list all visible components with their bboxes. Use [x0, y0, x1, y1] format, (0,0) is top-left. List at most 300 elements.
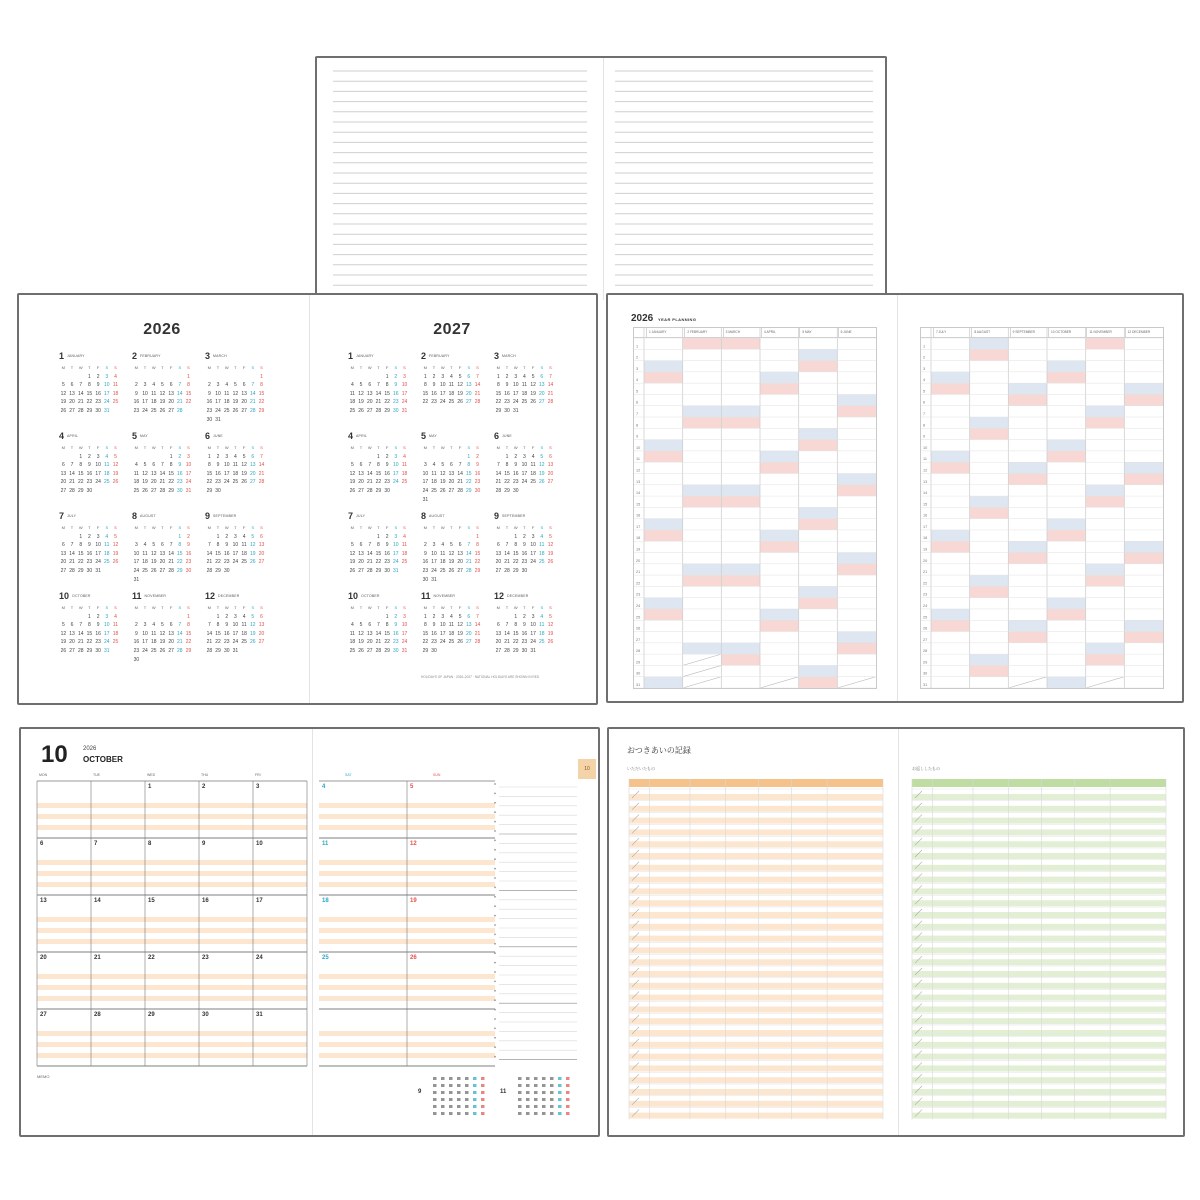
calendar-day: 28: [206, 567, 213, 574]
calendar-day: 12: [547, 542, 554, 549]
calendar-day: 11: [349, 630, 355, 637]
calendar-day: 9: [505, 382, 509, 389]
calendar-day: 16: [86, 470, 93, 477]
notes-bullet: [494, 802, 496, 804]
calendar-day: 15: [512, 630, 519, 637]
weekend-cell: [1047, 361, 1086, 372]
weekday-letter: F: [531, 605, 535, 610]
weekday-letter: T: [216, 525, 220, 530]
calendar-day: 2: [216, 453, 220, 460]
weekday-letter: T: [432, 605, 436, 610]
monthly-day-number: 6: [40, 841, 44, 847]
calendar-day: 16: [512, 470, 519, 477]
blank-day: [464, 533, 473, 542]
mini-calendar-grid: [59, 524, 121, 576]
mini-day-dot: [465, 1077, 469, 1080]
calendar-day: 19: [457, 390, 463, 397]
mini-calendar-grid: [494, 364, 556, 416]
received-table-band: [629, 936, 883, 942]
weekend-cell: [683, 417, 722, 428]
blank-day: [59, 613, 68, 622]
planning-month-header: 12 DECEMBER: [1125, 328, 1163, 337]
planning-day-number: 6: [636, 400, 639, 405]
calendar-day: 3: [187, 453, 190, 460]
calendar-day: 19: [457, 630, 463, 637]
returned-table-band: [912, 1030, 1166, 1036]
calendar-day: 6: [467, 613, 471, 620]
calendar-day: 4: [523, 373, 526, 380]
calendar-day: 13: [159, 550, 166, 557]
calendar-day: 22: [258, 399, 265, 406]
calendar-day: 24: [431, 567, 437, 574]
weekend-cell: [760, 530, 799, 541]
calendar-day: 14: [206, 630, 213, 637]
mini-month-name: SEPTEMBER: [502, 514, 526, 519]
weekday-letter: W: [78, 365, 83, 370]
weekend-cell: [721, 564, 760, 575]
calendar-day: 4: [450, 373, 453, 380]
monthly-day-number: 8: [148, 841, 152, 847]
calendar-day: 28: [457, 487, 463, 494]
calendar-day: 21: [375, 399, 382, 406]
calendar-day: 8: [423, 382, 427, 389]
calendar-day: 3: [234, 533, 237, 540]
weekend-cell: [644, 530, 683, 541]
planning-day-number: 22: [923, 581, 928, 586]
calendar-day: 2: [523, 533, 526, 540]
calendar-day: 2: [207, 382, 211, 389]
weekend-cell: [970, 349, 1009, 360]
calendar-day: 26: [250, 559, 256, 566]
calendar-day: 3: [234, 613, 237, 620]
calendar-day: 11: [151, 630, 157, 637]
weekday-letter: S: [403, 605, 406, 610]
weekday-letter: S: [260, 605, 263, 610]
returned-table-band: [912, 806, 1166, 812]
calendar-day: 14: [250, 390, 256, 397]
planning-table-left: [633, 327, 877, 689]
calendar-day: 2: [134, 382, 138, 389]
blank-day: [456, 533, 465, 542]
calendar-day: 12: [530, 382, 536, 389]
weekend-cell: [970, 586, 1009, 597]
blank-day: [132, 373, 141, 382]
calendar-day: 14: [366, 550, 373, 557]
calendar-day: 25: [150, 407, 157, 414]
weekend-cell: [683, 643, 722, 654]
calendar-day: 9: [187, 542, 190, 549]
weekend-cell: [799, 428, 838, 439]
mini-day-dot: [566, 1112, 570, 1115]
calendar-day: 8: [385, 382, 389, 389]
calendar-day: 28: [495, 487, 502, 494]
mini-day-dot: [457, 1091, 461, 1094]
calendar-day: 13: [358, 550, 364, 557]
notes-bullet: [494, 793, 496, 795]
mini-month-name: MARCH: [502, 354, 516, 359]
calendar-day: 7: [178, 382, 182, 389]
calendar-day: 1: [207, 453, 211, 460]
calendar-day: 5: [549, 533, 552, 540]
calendar-day: 24: [530, 639, 536, 646]
calendar-day: 6: [368, 622, 372, 629]
weekend-cell: [1086, 485, 1125, 496]
weekday-letter: S: [178, 525, 182, 530]
notes-bullet: [494, 868, 496, 870]
calendar-day: 22: [185, 399, 192, 406]
month-tab[interactable]: [578, 759, 596, 779]
calendar-day: 17: [422, 479, 429, 486]
mini-day-dot: [534, 1091, 538, 1094]
notes-bullet: [494, 962, 496, 964]
calendar-day: 3: [531, 533, 535, 540]
calendar-day: 7: [70, 542, 74, 549]
calendar-day: 16: [393, 390, 399, 397]
received-table-band: [629, 1077, 883, 1083]
weekday-letter: W: [367, 525, 372, 530]
mini-day-dot: [481, 1098, 485, 1101]
mini-calendar-title: [494, 511, 556, 522]
mini-month-number: 12: [205, 591, 216, 601]
calendar-day: 12: [250, 622, 256, 629]
calendar-day: 6: [260, 613, 263, 620]
calendar-day: 1: [187, 613, 190, 620]
monthly-day-number: 7: [94, 841, 98, 847]
calendar-day: 13: [258, 542, 265, 549]
weekend-cell: [1047, 372, 1086, 383]
blank-day: [365, 613, 374, 622]
calendar-day: 23: [133, 647, 140, 654]
weekday-letter: T: [234, 365, 237, 370]
weekday-letter: T: [143, 525, 147, 530]
calendar-day: 4: [350, 622, 354, 629]
monthly-orange-band: [37, 985, 307, 990]
planning-day-number: 13: [923, 479, 928, 484]
mini-day-dot: [558, 1077, 562, 1080]
mini-day-dot: [566, 1091, 570, 1094]
mini-month-name: OCTOBER: [361, 594, 380, 599]
mini-day-dot: [534, 1098, 538, 1101]
calendar-day: 21: [77, 399, 84, 406]
planning-day-number: 23: [636, 592, 641, 597]
blank-day: [158, 533, 167, 542]
calendar-day: 8: [187, 622, 190, 629]
calendar-day: 20: [495, 559, 502, 566]
calendar-day: 23: [223, 559, 230, 566]
weekday-letter: M: [134, 605, 139, 610]
calendar-day: 31: [512, 407, 519, 414]
calendar-day: 22: [422, 639, 429, 646]
mini-day-dot: [473, 1091, 477, 1094]
calendar-day: 16: [223, 630, 230, 637]
blank-day: [76, 613, 85, 622]
calendar-day: 30: [512, 487, 519, 494]
returned-table-band: [912, 1054, 1166, 1060]
planning-day-number: 5: [923, 389, 926, 394]
monthly-day-number: 22: [148, 955, 155, 961]
calendar-day: 27: [168, 407, 174, 414]
planning-day-number: 27: [923, 637, 928, 642]
calendar-day: 15: [185, 630, 192, 637]
blank-day: [348, 613, 357, 622]
calendar-day: 5: [61, 382, 65, 389]
calendar-day: 7: [476, 373, 479, 380]
calendar-day: 15: [185, 390, 192, 397]
weekday-letter: T: [234, 525, 237, 530]
calendar-day: 7: [79, 622, 83, 629]
weekday-letter: T: [505, 445, 509, 450]
planning-day-number: 4: [923, 378, 926, 383]
weekend-cell: [683, 485, 722, 496]
calendar-day: 9: [476, 462, 479, 469]
calendar-day: 23: [422, 567, 429, 574]
blank-day: [214, 373, 223, 382]
mini-calendar: [59, 431, 121, 496]
calendar-day: 14: [177, 390, 183, 397]
planning-day-number: 11: [636, 457, 640, 462]
mini-calendar-grid: [205, 364, 267, 424]
calendar-day: 29: [375, 487, 382, 494]
returned-table-band: [912, 995, 1166, 1001]
planning-day-number: 7: [923, 412, 926, 417]
calendar-day: 9: [96, 622, 100, 629]
mini-day-dot: [433, 1098, 437, 1101]
calendar-day: 25: [431, 487, 437, 494]
calendar-day: 4: [432, 462, 436, 469]
calendar-day: 17: [104, 390, 110, 397]
weekday-letter: T: [450, 605, 453, 610]
calendar-day: 9: [394, 622, 398, 629]
calendar-day: 2: [88, 453, 91, 460]
weekend-cell: [721, 406, 760, 417]
weekday-letter: W: [78, 605, 83, 610]
calendar-day: 26: [539, 479, 545, 486]
mini-month-number: 8: [421, 511, 427, 521]
weekday-letter: T: [143, 365, 147, 370]
calendar-day: 2: [225, 533, 229, 540]
calendar-day: 12: [232, 390, 239, 397]
mini-month-name: APRIL: [356, 434, 368, 439]
calendar-day: 9: [96, 382, 100, 389]
mini-day-dot: [465, 1112, 469, 1115]
calendar-day: 11: [431, 470, 437, 477]
planning-day-number: 15: [636, 502, 641, 507]
planning-day-number: 30: [923, 671, 928, 676]
mini-calendar: [132, 511, 194, 584]
blank-day: [438, 453, 447, 462]
weekday-letter: T: [234, 445, 237, 450]
monthly-day-number: 10: [256, 841, 263, 847]
blank-day: [421, 453, 430, 462]
weekend-cell: [721, 643, 760, 654]
invalid-day-slash: [683, 677, 722, 688]
calendar-day: 4: [450, 613, 453, 620]
mini-month-name: FEBRUARY: [140, 354, 161, 359]
blank-day: [205, 613, 214, 622]
mini-calendar: [494, 431, 556, 496]
calendar-day: 6: [251, 453, 255, 460]
calendar-day: 18: [401, 470, 408, 477]
weekday-letter: S: [476, 525, 479, 530]
weekend-cell: [644, 677, 683, 688]
weekend-cell: [760, 462, 799, 473]
calendar-day: 20: [69, 399, 75, 406]
weekend-cell: [837, 564, 876, 575]
calendar-day: 14: [69, 470, 75, 477]
calendar-day: 11: [401, 542, 408, 549]
mini-day-dot: [550, 1077, 554, 1080]
blank-day: [149, 533, 158, 542]
returned-table-band: [912, 947, 1166, 953]
planning-day-number: 25: [636, 615, 641, 620]
planning-day-number: 7: [636, 412, 639, 417]
calendar-day: 25: [241, 559, 247, 566]
monthly-day-number: 11: [322, 841, 329, 847]
weekday-letter: S: [178, 445, 182, 450]
returned-table-band: [912, 1113, 1166, 1119]
calendar-day: 14: [504, 550, 510, 557]
weekday-letter: S: [467, 525, 471, 530]
weekday-letter: S: [549, 605, 552, 610]
mini-month-number: 7: [348, 511, 354, 521]
calendar-day: 7: [251, 382, 255, 389]
weekday-letter: M: [423, 525, 428, 530]
calendar-day: 10: [104, 622, 110, 629]
calendar-day: 2: [423, 542, 427, 549]
calendar-day: 2: [96, 613, 100, 620]
mini-calendar-title: [205, 351, 267, 362]
calendar-day: 24: [439, 639, 446, 646]
calendar-day: 16: [474, 470, 481, 477]
calendar-day: 24: [104, 639, 110, 646]
calendar-day: 28: [168, 567, 174, 574]
calendar-day: 24: [393, 479, 399, 486]
planning-label: YEAR PLANNING: [658, 317, 697, 322]
calendar-day: 5: [359, 622, 363, 629]
mini-day-dot: [518, 1091, 522, 1094]
mini-calendar-title: [132, 351, 194, 362]
received-table-band: [629, 806, 883, 812]
calendar-day: 6: [359, 462, 363, 469]
calendar-day: 17: [185, 470, 192, 477]
blank-day: [158, 613, 167, 622]
notes-bullet: [494, 915, 496, 917]
calendar-day: 24: [142, 407, 148, 414]
mini-calendar-grid: [348, 604, 410, 656]
weekday-letter: S: [467, 445, 471, 450]
monthly-day-number: 14: [94, 898, 101, 904]
returned-table-band: [912, 1101, 1166, 1107]
calendar-day: 4: [225, 382, 229, 389]
mini-day-dot: [457, 1098, 461, 1101]
memo-label: MEMO: [37, 1074, 50, 1079]
calendar-day: 26: [547, 639, 554, 646]
weekday-letter: M: [134, 445, 139, 450]
calendar-day: 1: [505, 453, 509, 460]
calendar-day: 19: [349, 479, 356, 486]
records-spread: [607, 727, 1185, 1137]
weekday-letter: S: [549, 445, 552, 450]
calendar-day: 22: [375, 559, 382, 566]
calendar-day: 30: [177, 487, 183, 494]
calendar-day: 30: [504, 407, 510, 414]
notes-bullet: [494, 877, 496, 879]
mini-calendar: [494, 511, 556, 576]
calendar-day: 23: [95, 639, 101, 646]
calendar-day: 18: [232, 470, 239, 477]
weekend-cell: [644, 598, 683, 609]
calendar-day: 4: [105, 533, 109, 540]
calendar-day: 16: [393, 630, 399, 637]
mini-calendar-title: [348, 431, 410, 442]
calendar-day: 16: [521, 630, 528, 637]
weekend-cell: [837, 485, 876, 496]
calendar-day: 2: [505, 373, 509, 380]
monthly-day-number: 4: [322, 784, 326, 790]
returned-table-band: [912, 1006, 1166, 1012]
planning-day-number: 20: [636, 558, 641, 563]
returned-table-band: [912, 1065, 1166, 1071]
planning-day-number: 24: [923, 603, 928, 608]
monthly-day-number: 26: [410, 955, 417, 961]
calendar-day: 3: [403, 613, 406, 620]
mini-calendar: [205, 591, 267, 656]
weekday-letter: T: [523, 525, 526, 530]
weekday-letter: S: [540, 365, 544, 370]
blank-day: [205, 373, 214, 382]
calendar-day: 2: [394, 373, 398, 380]
mini-month-number: 1: [59, 351, 65, 361]
weekday-letter: S: [467, 365, 471, 370]
mini-calendar-grid: [132, 524, 194, 584]
calendar-day: 18: [112, 630, 119, 637]
calendar-day: 17: [401, 390, 408, 397]
calendar-day: 13: [258, 622, 265, 629]
calendar-day: 14: [504, 630, 510, 637]
planning-day-number: 10: [636, 445, 641, 450]
notes-bullet: [494, 1028, 496, 1030]
weekday-letter: F: [96, 365, 100, 370]
received-table-band: [629, 865, 883, 871]
calendar-day: 14: [258, 462, 265, 469]
calendar-day: 25: [223, 407, 230, 414]
calendar-day: 9: [423, 550, 427, 557]
weekend-cell: [970, 665, 1009, 676]
calendar-day: 7: [476, 613, 479, 620]
calendar-day: 8: [216, 622, 220, 629]
calendar-day: 20: [159, 559, 166, 566]
year-title-right: 2027: [433, 321, 471, 338]
calendar-day: 8: [505, 462, 509, 469]
calendar-day: 10: [232, 542, 239, 549]
mini-day-dot: [441, 1105, 445, 1108]
planning-day-number: 12: [923, 468, 928, 473]
calendar-day: 11: [142, 550, 148, 557]
notes-bullet: [494, 1009, 496, 1011]
calendar-day: 25: [401, 479, 408, 486]
calendar-day: 15: [86, 630, 93, 637]
calendar-day: 15: [168, 470, 174, 477]
calendar-day: 10: [142, 630, 148, 637]
calendar-day: 15: [206, 470, 213, 477]
calendar-day: 8: [88, 622, 91, 629]
planning-day-number: 30: [636, 671, 641, 676]
planning-month-header: 10 OCTOBER: [1048, 328, 1086, 337]
weekend-cell: [970, 507, 1009, 518]
calendar-day: 6: [169, 382, 173, 389]
calendar-day: 16: [223, 550, 230, 557]
calendar-day: 5: [531, 373, 535, 380]
